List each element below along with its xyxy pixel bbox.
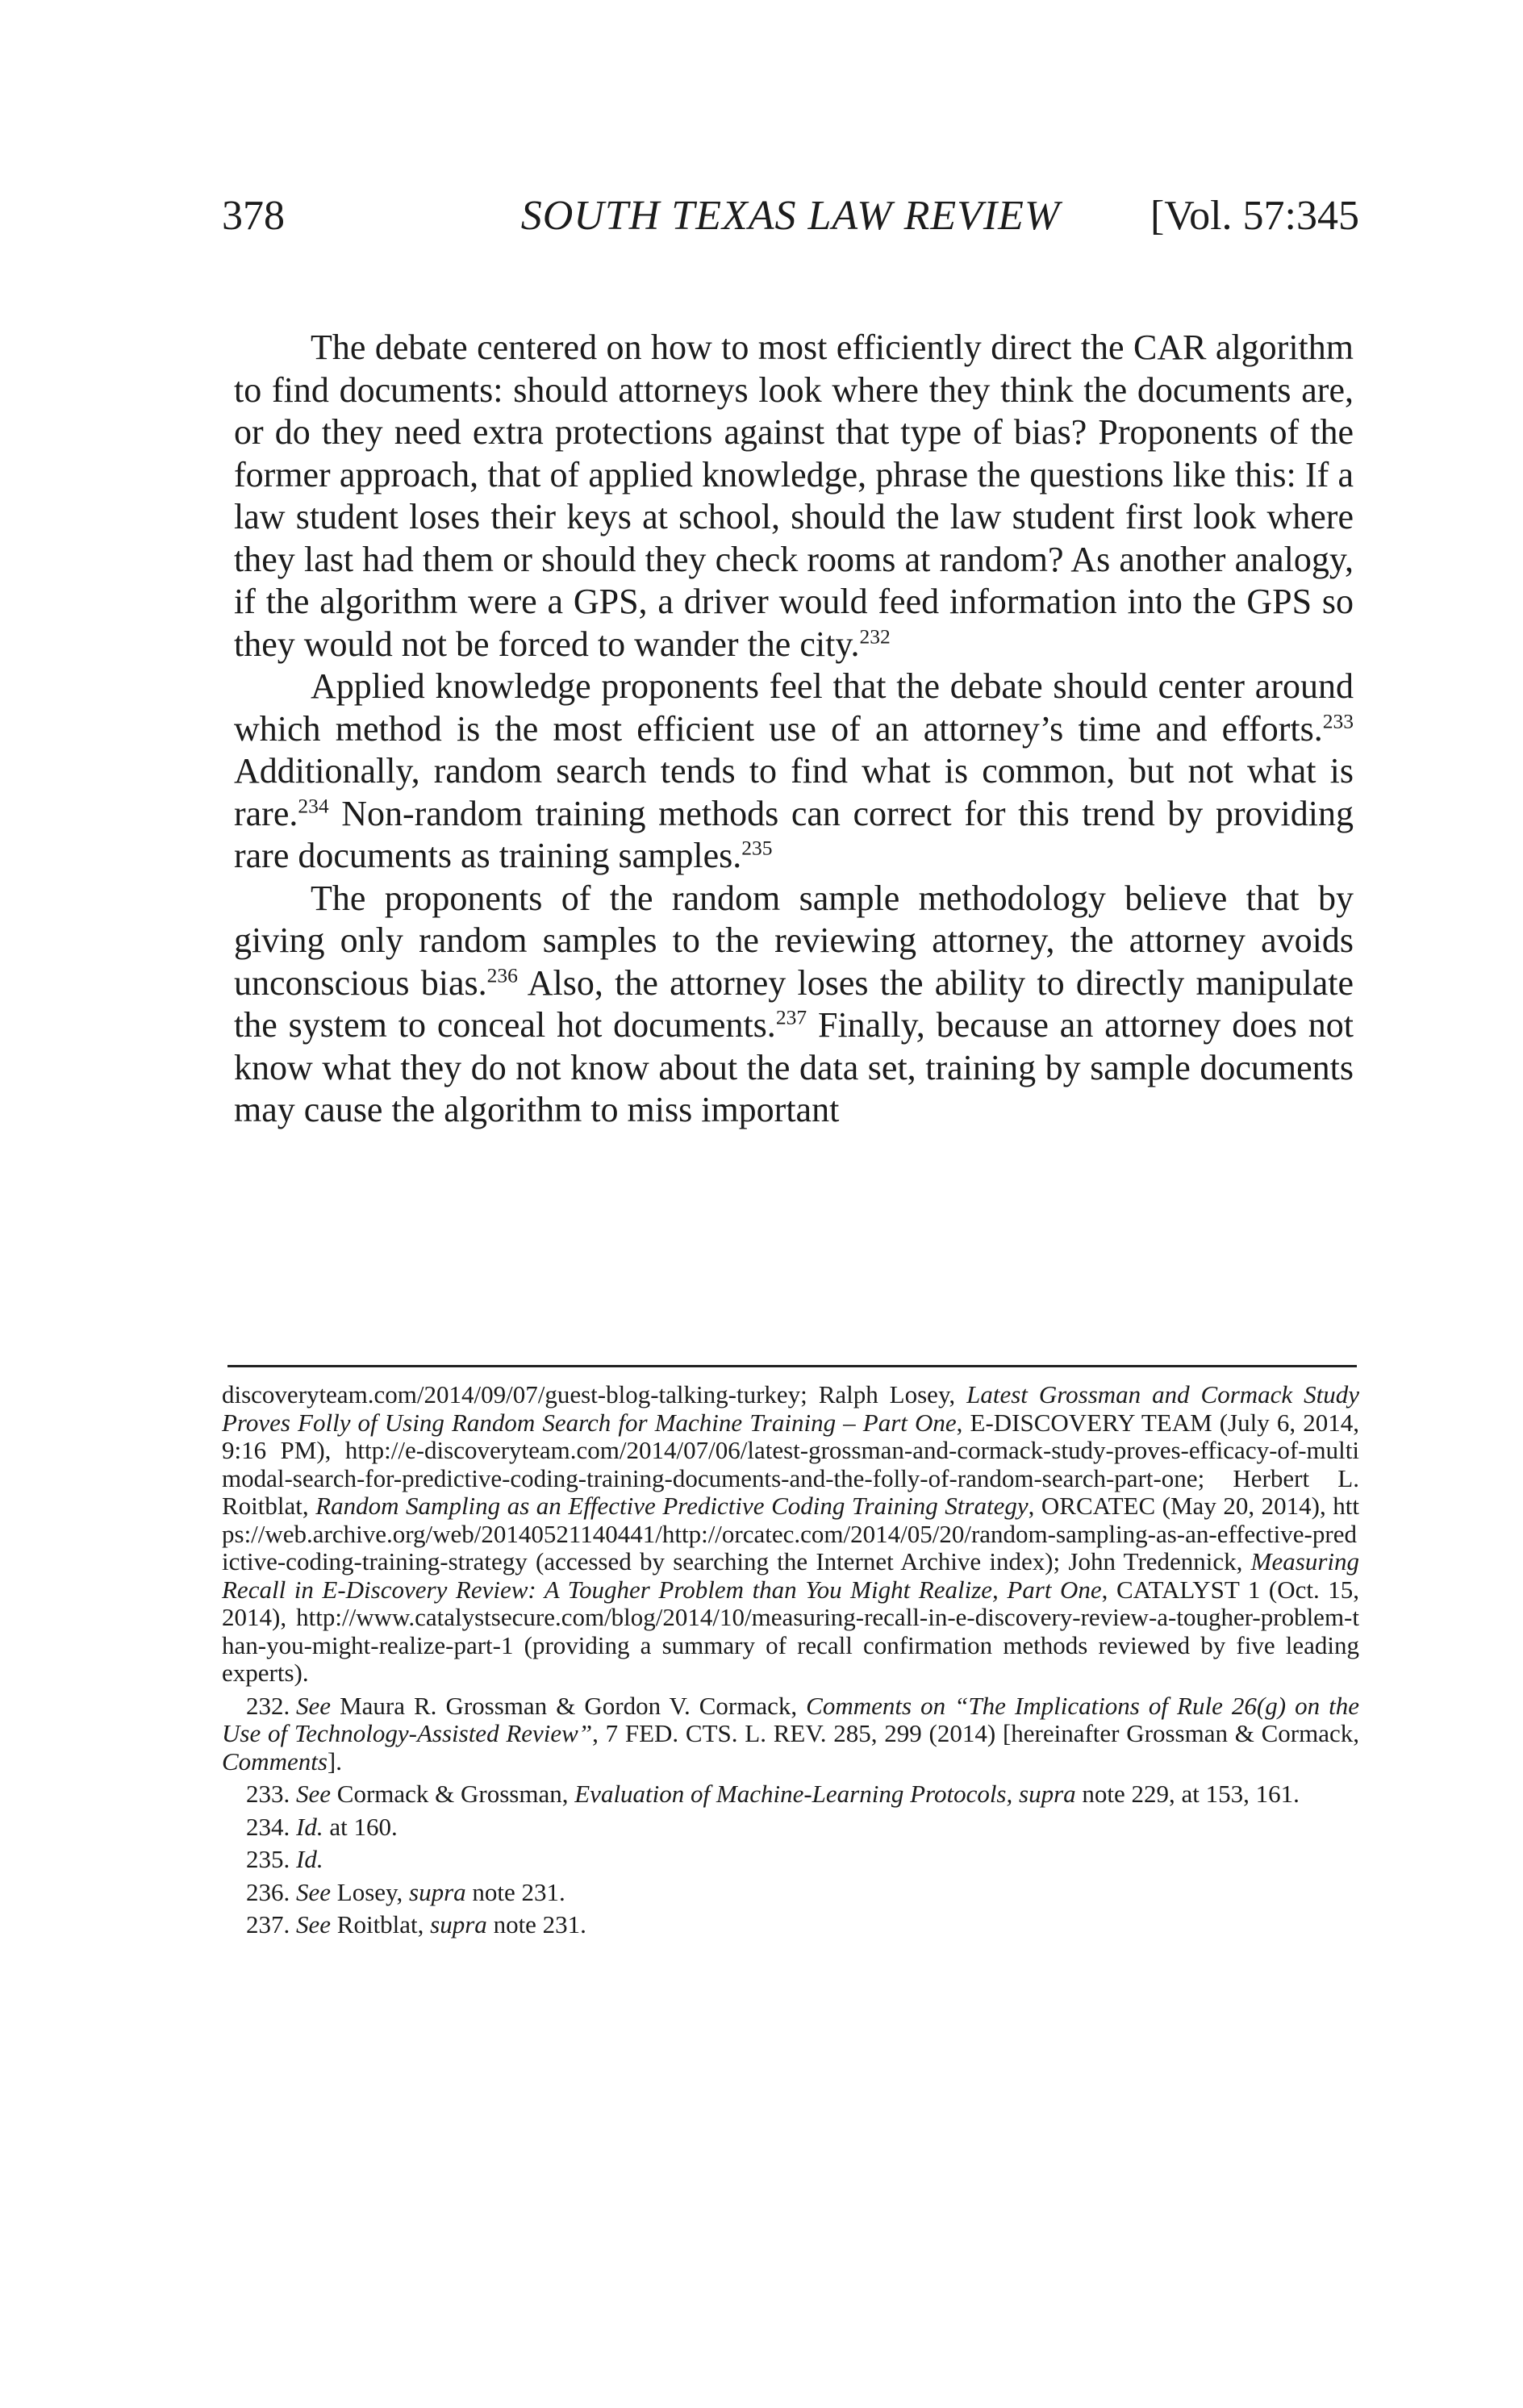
footnote-divider bbox=[227, 1365, 1357, 1367]
footnote-ref[interactable]: 237 bbox=[775, 1005, 807, 1029]
body-paragraph: The proponents of the random sample methodology believe that by giving only random samples to the reviewing attorney, the attorney avoids unconscious bias.$^{236}$ Also, the attorney loses the ability to directly manipulate the system to conceal hot documents.$^{237}$ Finally, because an attorney does not know what they do not know about the data set, training by sample documents may cause the algorithm to miss important bbox=[234, 878, 1354, 1129]
main-text bbox=[234, 327, 1354, 1132]
footnote-ref[interactable]: 232 bbox=[859, 624, 891, 648]
footnote-number: 235. bbox=[246, 1845, 290, 1873]
volume-citation: [Vol. 57:345 bbox=[1150, 193, 1359, 239]
footnote-number: 234. bbox=[246, 1812, 290, 1841]
footnote-link[interactable]: http://www.catalystsecure.com/blog/2014/10/measuring-recall-in-e-discovery-review-a-tougher-problem-than-you-might-realize-part-1 bbox=[222, 1603, 1359, 1659]
footnote-continuation: discoveryteam.com/2014/09/07/guest-blog-talking-turkey; Ralph Losey, Latest Grossman and Cormack Study Proves Folly of Using Random Search for Machine Training – Part One, E-DISCOVERY TEAM (July 6, 2014, 9:16 PM), http://e-discoveryteam.com/2014/07/06/latest-grossman-and-cormack-study-proves-efficacy-of-multimodal-search-for-predictive-coding-training-documents-and-the-folly-of-random-search-part-one; Herbert L. Roitblat, Random Sampling as an Effective Predictive Coding Training Strategy, ORCATEC (May 20, 2014), https://web.archive.org/web/20140521140441/http://orcatec.com/2014/05/20/random-sampling-as-an-effective-predictive-coding-training-strategy (accessed by searching the Internet Archive index); John Tredennick, Measuring Recall in E-Discovery Review: A Tougher Problem than You Might Realize, Part One, CATALYST 1 (Oct. 15, 2014), http://www.catalystsecure.com/blog/2014/10/measuring-recall-in-e-discovery-review-a-tougher-problem-than-you-might-realize-part-1 (providing a summary of recall confirmation methods reviewed by five leading experts). bbox=[222, 1380, 1360, 1687]
page-number: 378 bbox=[222, 193, 285, 239]
footnote-link[interactable]: https://web.archive.org/web/20140521140441/http://orcatec.com/2014/05/20/random-sampling-as-an-effective-predictive-coding-training-strategy bbox=[222, 1492, 1359, 1575]
footnote-ref[interactable]: 233 bbox=[1322, 708, 1354, 732]
footnote-234: 234. Id. at 160. bbox=[246, 1812, 398, 1841]
footnote-232: 232. See Maura R. Grossman & Gordon V. Cormack, Comments on “The Implications of Rule 26(g) on the Use of Technology-Assisted Review”, 7 FED. CTS. L. REV. 285, 299 (2014) [hereinafter Grossman & Cormack, Comments]. bbox=[222, 1691, 1359, 1776]
footnote-236: 236. See Losey, supra note 231. bbox=[246, 1877, 565, 1906]
journal-title: SOUTH TEXAS LAW REVIEW bbox=[520, 193, 1061, 239]
footnote-233: 233. See Cormack & Grossman, Evaluation of Machine-Learning Protocols, supra note 229, at 153, 161. bbox=[246, 1780, 1300, 1808]
footnote-237: 237. See Roitblat, supra note 231. bbox=[246, 1910, 586, 1939]
footnote-235: 235. Id. bbox=[246, 1845, 323, 1873]
body-paragraph: The debate centered on how to most efficiently direct the CAR algorithm to find documents: should attorneys look where they think the documents are, or do they need extra protections against that type of bias? Proponents of the former approach, that of applied knowledge, phrase the questions like this: If a law student loses their keys at school, should the law student first look where they last had them or should they check rooms at random? As another analogy, if the algorithm were a GPS, a driver would feed information into the GPS so they would not be forced to wander the city.$^{232}$ bbox=[234, 328, 1354, 664]
running-header bbox=[222, 192, 1359, 257]
body-paragraph: Applied knowledge proponents feel that the debate should center around which method is the most efficient use of an attorney’s time and efforts.$^{233}$ Additionally, random search tends to find what is common, but not what is rare.$^{234}$ Non-random training methods can correct for this trend by providing rare documents as training samples.$^{235}$ bbox=[234, 666, 1354, 875]
footnotes bbox=[222, 1381, 1359, 1944]
footnote-ref[interactable]: 234 bbox=[298, 793, 329, 817]
footnote-number: 232. bbox=[246, 1691, 290, 1720]
footnote-number: 236. bbox=[246, 1877, 290, 1906]
footnote-ref[interactable]: 235 bbox=[741, 836, 773, 860]
footnote-ref[interactable]: 236 bbox=[486, 962, 518, 987]
footnote-link[interactable]: http://e-discoveryteam.com/2014/07/06/latest-grossman-and-cormack-study-proves-efficacy-of-multimodal-search-for-predictive-coding-training-documents-and-the-folly-of-random-search-part-one bbox=[222, 1436, 1359, 1492]
footnote-number: 233. bbox=[246, 1780, 290, 1808]
footnote-number: 237. bbox=[246, 1910, 290, 1939]
